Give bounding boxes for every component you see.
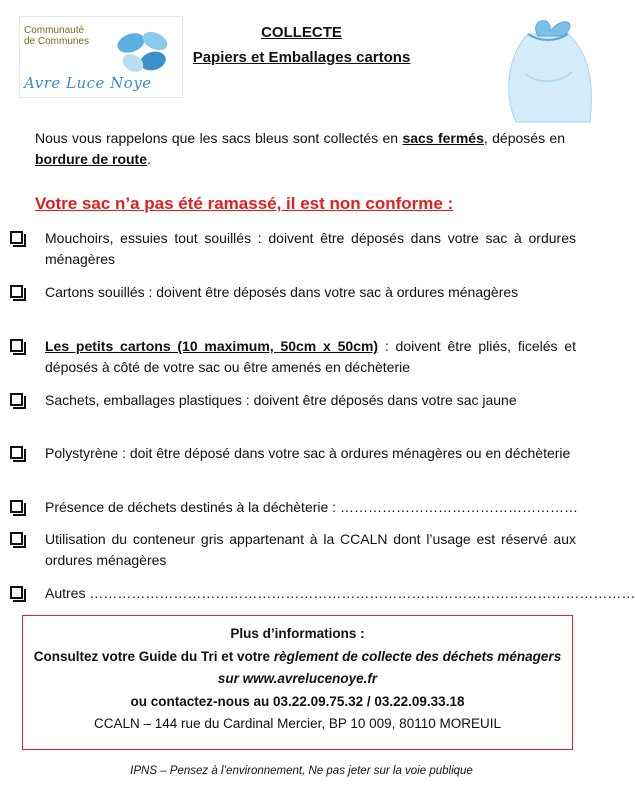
item-text: Cartons souillés : doivent être déposés dans votre sac à ordures ménagères xyxy=(45,284,519,300)
info-website-link[interactable]: règlement de collecte des déchets ménagers sur www.avrelucenoye.fr xyxy=(217,648,562,686)
logo-line1: Communauté xyxy=(24,25,85,36)
intro-text-1: Nous vous rappelons que les sacs bleus sont collectés en xyxy=(35,130,403,146)
logo-name: Avre Luce Noye xyxy=(24,74,152,92)
footer-note: IPNS – Pensez à l’environnement, Ne pas jeter sur la voie publique xyxy=(130,765,473,777)
item-text: : doivent être pliés, ficelés et déposés à côté de votre sac ou être amenés en déchèterie xyxy=(45,338,576,375)
checkbox-icon xyxy=(10,500,23,513)
info-address: CCALN – 144 rue du Cardinal Mercier, BP 10 009, 80110 MOREUIL xyxy=(94,716,501,731)
intro-bold-closed-bags: sacs fermés xyxy=(402,130,484,146)
checkbox-icon xyxy=(10,339,23,352)
item-lead: Les petits cartons (10 maximum, 50cm x 50cm) xyxy=(45,338,379,354)
intro-text-2: , déposés en xyxy=(483,130,566,146)
item-text: Sachets, emballages plastiques : doivent être déposés dans votre sac jaune xyxy=(45,392,517,408)
item-text: Utilisation du conteneur gris appartenant à la CCALN dont l’usage est réservé aux ordures ménagères xyxy=(45,531,576,568)
logo-line2: de Communes xyxy=(24,36,90,47)
checkbox-icon xyxy=(10,532,23,545)
info-guide-line xyxy=(23,646,572,691)
checkbox-icon xyxy=(10,285,23,298)
item-text: Présence de déchets destinés à la déchèterie : …………………………………………… xyxy=(45,499,578,515)
info-heading: Plus d’informations : xyxy=(230,626,365,641)
page-subtitle: Papiers et Emballages cartons xyxy=(192,49,411,66)
info-box xyxy=(22,615,573,750)
item-text: Polystyrène : doit être déposé dans votre sac à ordures ménagères ou en déchèterie xyxy=(45,445,571,461)
info-phone: ou contactez-nous au 03.22.09.75.32 / 03.22.09.33.18 xyxy=(130,693,465,709)
intro-text-3: . xyxy=(147,151,151,167)
item-text-wrapper xyxy=(45,336,576,378)
item-text: Mouchoirs, essuies tout souillés : doivent être déposés dans votre sac à ordures ménagères xyxy=(45,230,576,267)
checkbox-icon xyxy=(10,586,23,599)
checkbox-icon xyxy=(10,446,23,459)
non-conform-heading: Votre sac n’a pas été ramassé, il est non conforme : xyxy=(35,194,454,213)
intro-bold-roadside: bordure de route xyxy=(35,151,148,167)
checkbox-icon xyxy=(10,393,23,406)
page-title: COLLECTE xyxy=(261,24,342,41)
intro-paragraph xyxy=(35,128,565,170)
info-guide-text: Consultez votre Guide du Tri et votre xyxy=(33,648,274,664)
item-text: Autres ……………………………………………………………………………………………………… xyxy=(45,585,635,601)
checkbox-icon xyxy=(10,231,23,244)
